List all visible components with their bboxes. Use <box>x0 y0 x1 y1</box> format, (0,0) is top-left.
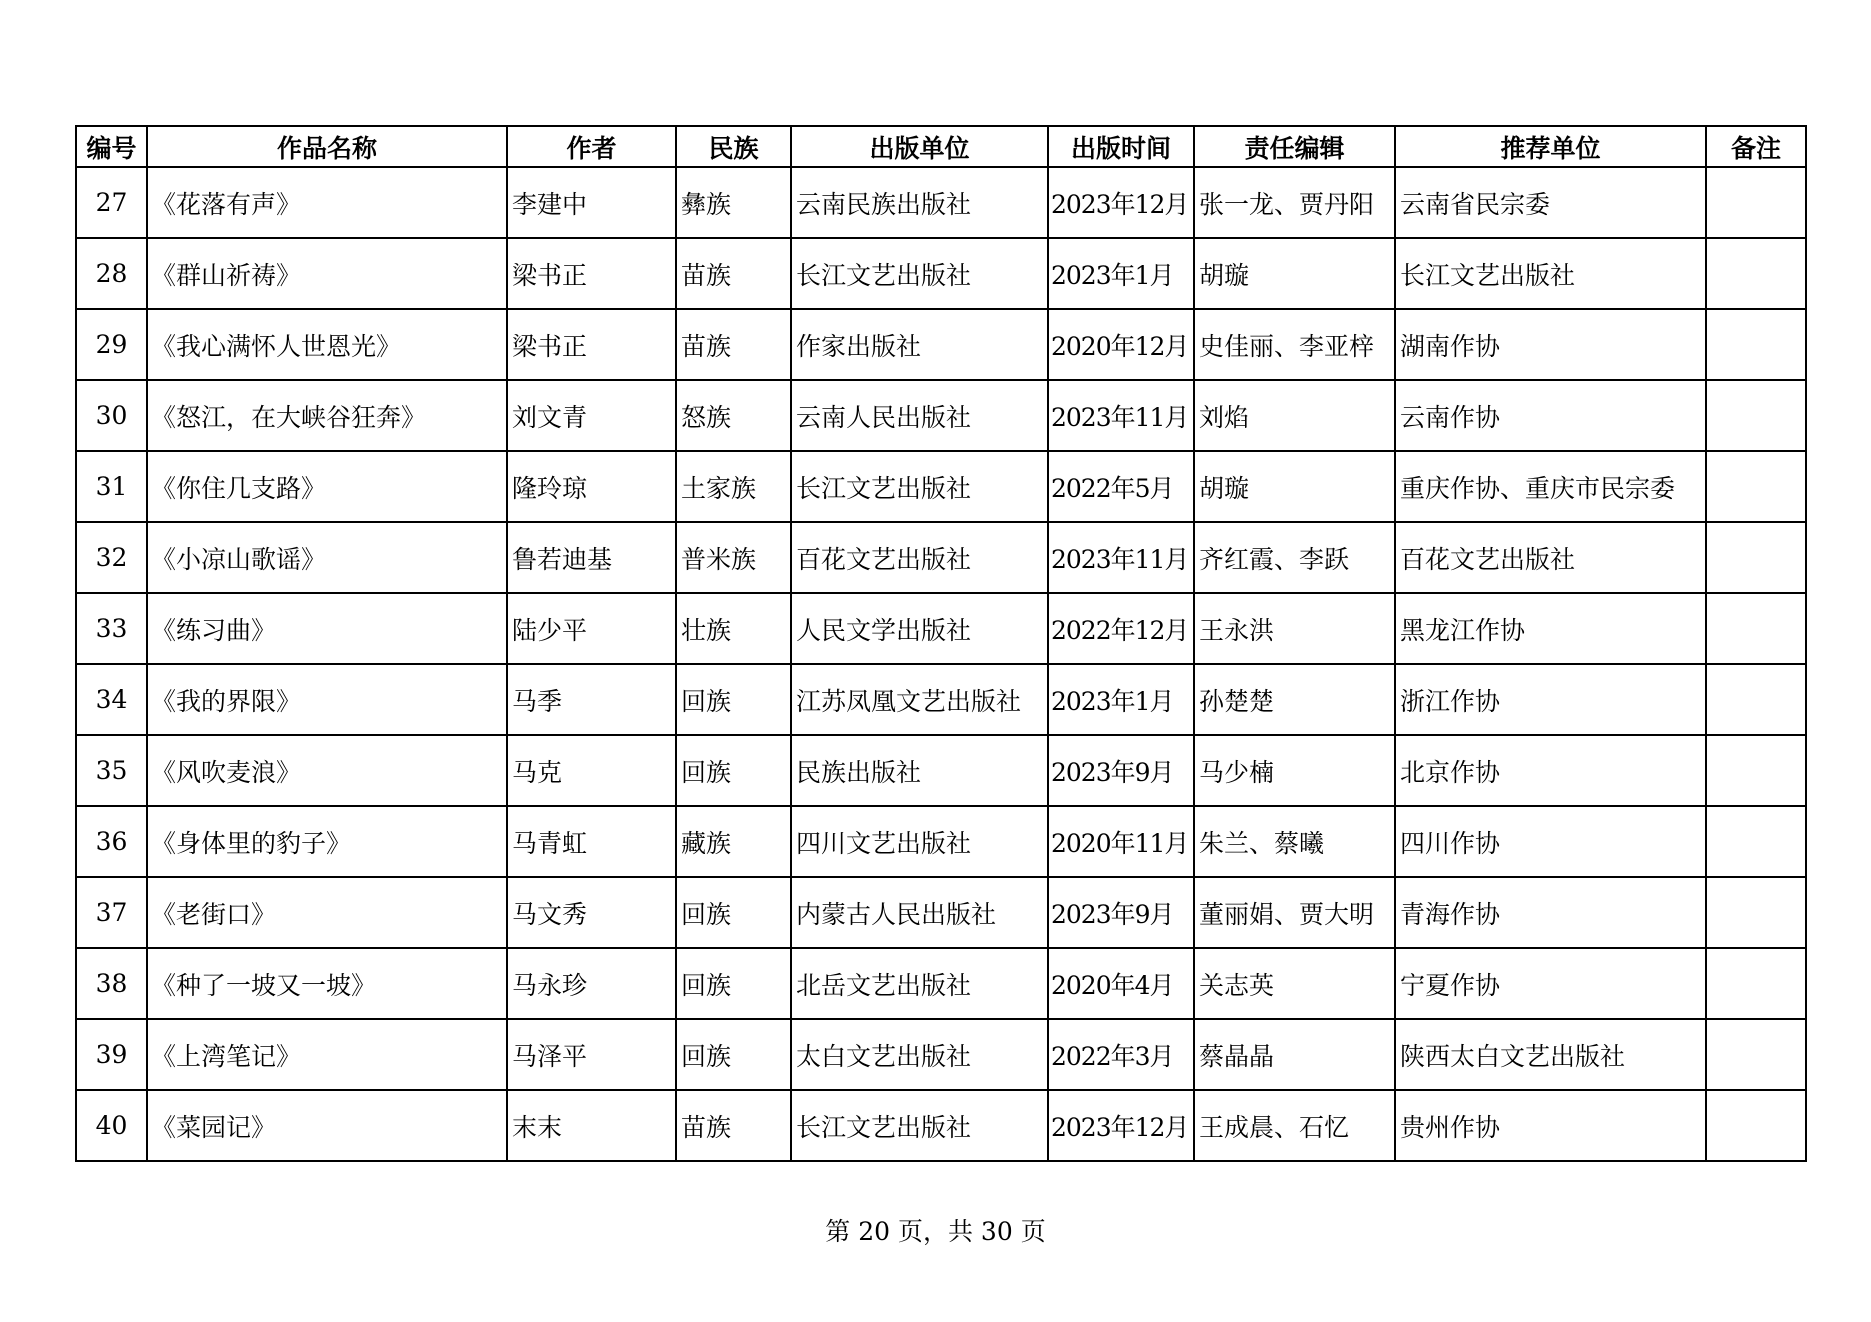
cell-publish-date: 2023年9月 <box>1048 735 1194 806</box>
header-editor: 责任编辑 <box>1194 126 1395 167</box>
table-header-row <box>76 126 1806 167</box>
cell-notes <box>1706 451 1806 522</box>
cell-number: 31 <box>76 451 147 522</box>
cell-ethnicity: 藏族 <box>676 806 791 877</box>
cell-notes <box>1706 806 1806 877</box>
header-number: 编号 <box>76 126 147 167</box>
cell-number: 36 <box>76 806 147 877</box>
cell-ethnicity: 苗族 <box>676 238 791 309</box>
cell-author: 陆少平 <box>507 593 676 664</box>
cell-editor: 孙楚楚 <box>1194 664 1395 735</box>
cell-ethnicity: 回族 <box>676 1019 791 1090</box>
cell-number: 28 <box>76 238 147 309</box>
header-notes: 备注 <box>1706 126 1806 167</box>
cell-recommender: 云南作协 <box>1395 380 1706 451</box>
cell-recommender: 陕西太白文艺出版社 <box>1395 1019 1706 1090</box>
cell-editor: 胡璇 <box>1194 451 1395 522</box>
cell-title: 《老街口》 <box>147 877 507 948</box>
cell-publisher: 长江文艺出版社 <box>791 1090 1048 1161</box>
table-row <box>76 309 1806 380</box>
cell-number: 38 <box>76 948 147 1019</box>
table-row <box>76 1090 1806 1161</box>
cell-recommender: 长江文艺出版社 <box>1395 238 1706 309</box>
cell-recommender: 贵州作协 <box>1395 1090 1706 1161</box>
cell-editor: 王永洪 <box>1194 593 1395 664</box>
cell-title: 《我心满怀人世恩光》 <box>147 309 507 380</box>
cell-recommender: 青海作协 <box>1395 877 1706 948</box>
cell-notes <box>1706 522 1806 593</box>
table-row <box>76 522 1806 593</box>
cell-publisher: 长江文艺出版社 <box>791 451 1048 522</box>
cell-author: 马克 <box>507 735 676 806</box>
cell-ethnicity: 苗族 <box>676 1090 791 1161</box>
cell-editor: 胡璇 <box>1194 238 1395 309</box>
cell-number: 34 <box>76 664 147 735</box>
cell-publisher: 北岳文艺出版社 <box>791 948 1048 1019</box>
cell-notes <box>1706 664 1806 735</box>
cell-notes <box>1706 309 1806 380</box>
cell-publisher: 四川文艺出版社 <box>791 806 1048 877</box>
table-row <box>76 877 1806 948</box>
cell-author: 刘文青 <box>507 380 676 451</box>
cell-number: 37 <box>76 877 147 948</box>
cell-author: 末末 <box>507 1090 676 1161</box>
cell-publish-date: 2023年12月 <box>1048 1090 1194 1161</box>
cell-publish-date: 2023年11月 <box>1048 380 1194 451</box>
cell-publisher: 云南人民出版社 <box>791 380 1048 451</box>
cell-title: 《上湾笔记》 <box>147 1019 507 1090</box>
cell-recommender: 北京作协 <box>1395 735 1706 806</box>
cell-editor: 马少楠 <box>1194 735 1395 806</box>
cell-title: 《小凉山歌谣》 <box>147 522 507 593</box>
cell-publish-date: 2020年4月 <box>1048 948 1194 1019</box>
cell-publisher: 人民文学出版社 <box>791 593 1048 664</box>
cell-publisher: 作家出版社 <box>791 309 1048 380</box>
cell-ethnicity: 回族 <box>676 948 791 1019</box>
cell-recommender: 四川作协 <box>1395 806 1706 877</box>
cell-editor: 关志英 <box>1194 948 1395 1019</box>
cell-title: 《群山祈祷》 <box>147 238 507 309</box>
cell-notes <box>1706 238 1806 309</box>
cell-recommender: 宁夏作协 <box>1395 948 1706 1019</box>
cell-notes <box>1706 948 1806 1019</box>
cell-publish-date: 2022年3月 <box>1048 1019 1194 1090</box>
cell-title: 《怒江，在大峡谷狂奔》 <box>147 380 507 451</box>
cell-publisher: 百花文艺出版社 <box>791 522 1048 593</box>
cell-title: 《练习曲》 <box>147 593 507 664</box>
cell-title: 《身体里的豹子》 <box>147 806 507 877</box>
cell-editor: 蔡晶晶 <box>1194 1019 1395 1090</box>
cell-ethnicity: 回族 <box>676 735 791 806</box>
cell-publish-date: 2023年9月 <box>1048 877 1194 948</box>
cell-number: 30 <box>76 380 147 451</box>
cell-title: 《我的界限》 <box>147 664 507 735</box>
cell-number: 40 <box>76 1090 147 1161</box>
cell-publish-date: 2023年12月 <box>1048 167 1194 238</box>
document-table-container <box>75 125 1807 1162</box>
table-body <box>76 167 1806 1161</box>
cell-title: 《菜园记》 <box>147 1090 507 1161</box>
table-row <box>76 735 1806 806</box>
cell-author: 梁书正 <box>507 309 676 380</box>
cell-publisher: 江苏凤凰文艺出版社 <box>791 664 1048 735</box>
cell-publisher: 长江文艺出版社 <box>791 238 1048 309</box>
cell-publisher: 云南民族出版社 <box>791 167 1048 238</box>
cell-ethnicity: 回族 <box>676 877 791 948</box>
cell-editor: 张一龙、贾丹阳 <box>1194 167 1395 238</box>
cell-title: 《种了一坡又一坡》 <box>147 948 507 1019</box>
header-ethnicity: 民族 <box>676 126 791 167</box>
table-row <box>76 664 1806 735</box>
cell-number: 33 <box>76 593 147 664</box>
header-author: 作者 <box>507 126 676 167</box>
cell-editor: 董丽娟、贾大明 <box>1194 877 1395 948</box>
cell-publish-date: 2023年1月 <box>1048 664 1194 735</box>
cell-editor: 王成晨、石忆 <box>1194 1090 1395 1161</box>
cell-publish-date: 2020年11月 <box>1048 806 1194 877</box>
table-row <box>76 238 1806 309</box>
cell-number: 29 <box>76 309 147 380</box>
cell-recommender: 湖南作协 <box>1395 309 1706 380</box>
cell-author: 鲁若迪基 <box>507 522 676 593</box>
table-row <box>76 593 1806 664</box>
cell-notes <box>1706 735 1806 806</box>
cell-recommender: 浙江作协 <box>1395 664 1706 735</box>
cell-ethnicity: 苗族 <box>676 309 791 380</box>
cell-editor: 朱兰、蔡曦 <box>1194 806 1395 877</box>
cell-publish-date: 2022年12月 <box>1048 593 1194 664</box>
cell-ethnicity: 普米族 <box>676 522 791 593</box>
table-row <box>76 806 1806 877</box>
cell-title: 《风吹麦浪》 <box>147 735 507 806</box>
cell-publisher: 民族出版社 <box>791 735 1048 806</box>
table-row <box>76 1019 1806 1090</box>
cell-author: 马青虹 <box>507 806 676 877</box>
header-publish-date: 出版时间 <box>1048 126 1194 167</box>
cell-editor: 刘焰 <box>1194 380 1395 451</box>
cell-author: 马季 <box>507 664 676 735</box>
cell-publish-date: 2022年5月 <box>1048 451 1194 522</box>
cell-title: 《你住几支路》 <box>147 451 507 522</box>
cell-notes <box>1706 593 1806 664</box>
cell-ethnicity: 壮族 <box>676 593 791 664</box>
cell-author: 李建中 <box>507 167 676 238</box>
cell-recommender: 百花文艺出版社 <box>1395 522 1706 593</box>
cell-ethnicity: 土家族 <box>676 451 791 522</box>
cell-author: 隆玲琼 <box>507 451 676 522</box>
header-publisher: 出版单位 <box>791 126 1048 167</box>
cell-ethnicity: 怒族 <box>676 380 791 451</box>
table-row <box>76 948 1806 1019</box>
cell-recommender: 重庆作协、重庆市民宗委 <box>1395 451 1706 522</box>
cell-ethnicity: 彝族 <box>676 167 791 238</box>
cell-author: 马文秀 <box>507 877 676 948</box>
cell-editor: 史佳丽、李亚梓 <box>1194 309 1395 380</box>
table-row <box>76 167 1806 238</box>
cell-recommender: 云南省民宗委 <box>1395 167 1706 238</box>
cell-recommender: 黑龙江作协 <box>1395 593 1706 664</box>
cell-title: 《花落有声》 <box>147 167 507 238</box>
table-row <box>76 380 1806 451</box>
header-title: 作品名称 <box>147 126 507 167</box>
cell-publish-date: 2023年11月 <box>1048 522 1194 593</box>
cell-author: 梁书正 <box>507 238 676 309</box>
cell-number: 39 <box>76 1019 147 1090</box>
table-row <box>76 451 1806 522</box>
cell-publish-date: 2023年1月 <box>1048 238 1194 309</box>
cell-author: 马泽平 <box>507 1019 676 1090</box>
cell-publisher: 内蒙古人民出版社 <box>791 877 1048 948</box>
cell-author: 马永珍 <box>507 948 676 1019</box>
works-table <box>75 125 1807 1162</box>
cell-notes <box>1706 877 1806 948</box>
cell-number: 32 <box>76 522 147 593</box>
cell-notes <box>1706 1019 1806 1090</box>
cell-publisher: 太白文艺出版社 <box>791 1019 1048 1090</box>
cell-ethnicity: 回族 <box>676 664 791 735</box>
cell-publish-date: 2020年12月 <box>1048 309 1194 380</box>
page-number-footer: 第 20 页，共 30 页 <box>825 1217 1046 1246</box>
cell-number: 27 <box>76 167 147 238</box>
cell-notes <box>1706 167 1806 238</box>
cell-notes <box>1706 380 1806 451</box>
cell-notes <box>1706 1090 1806 1161</box>
cell-number: 35 <box>76 735 147 806</box>
cell-editor: 齐红霞、李跃 <box>1194 522 1395 593</box>
header-recommender: 推荐单位 <box>1395 126 1706 167</box>
